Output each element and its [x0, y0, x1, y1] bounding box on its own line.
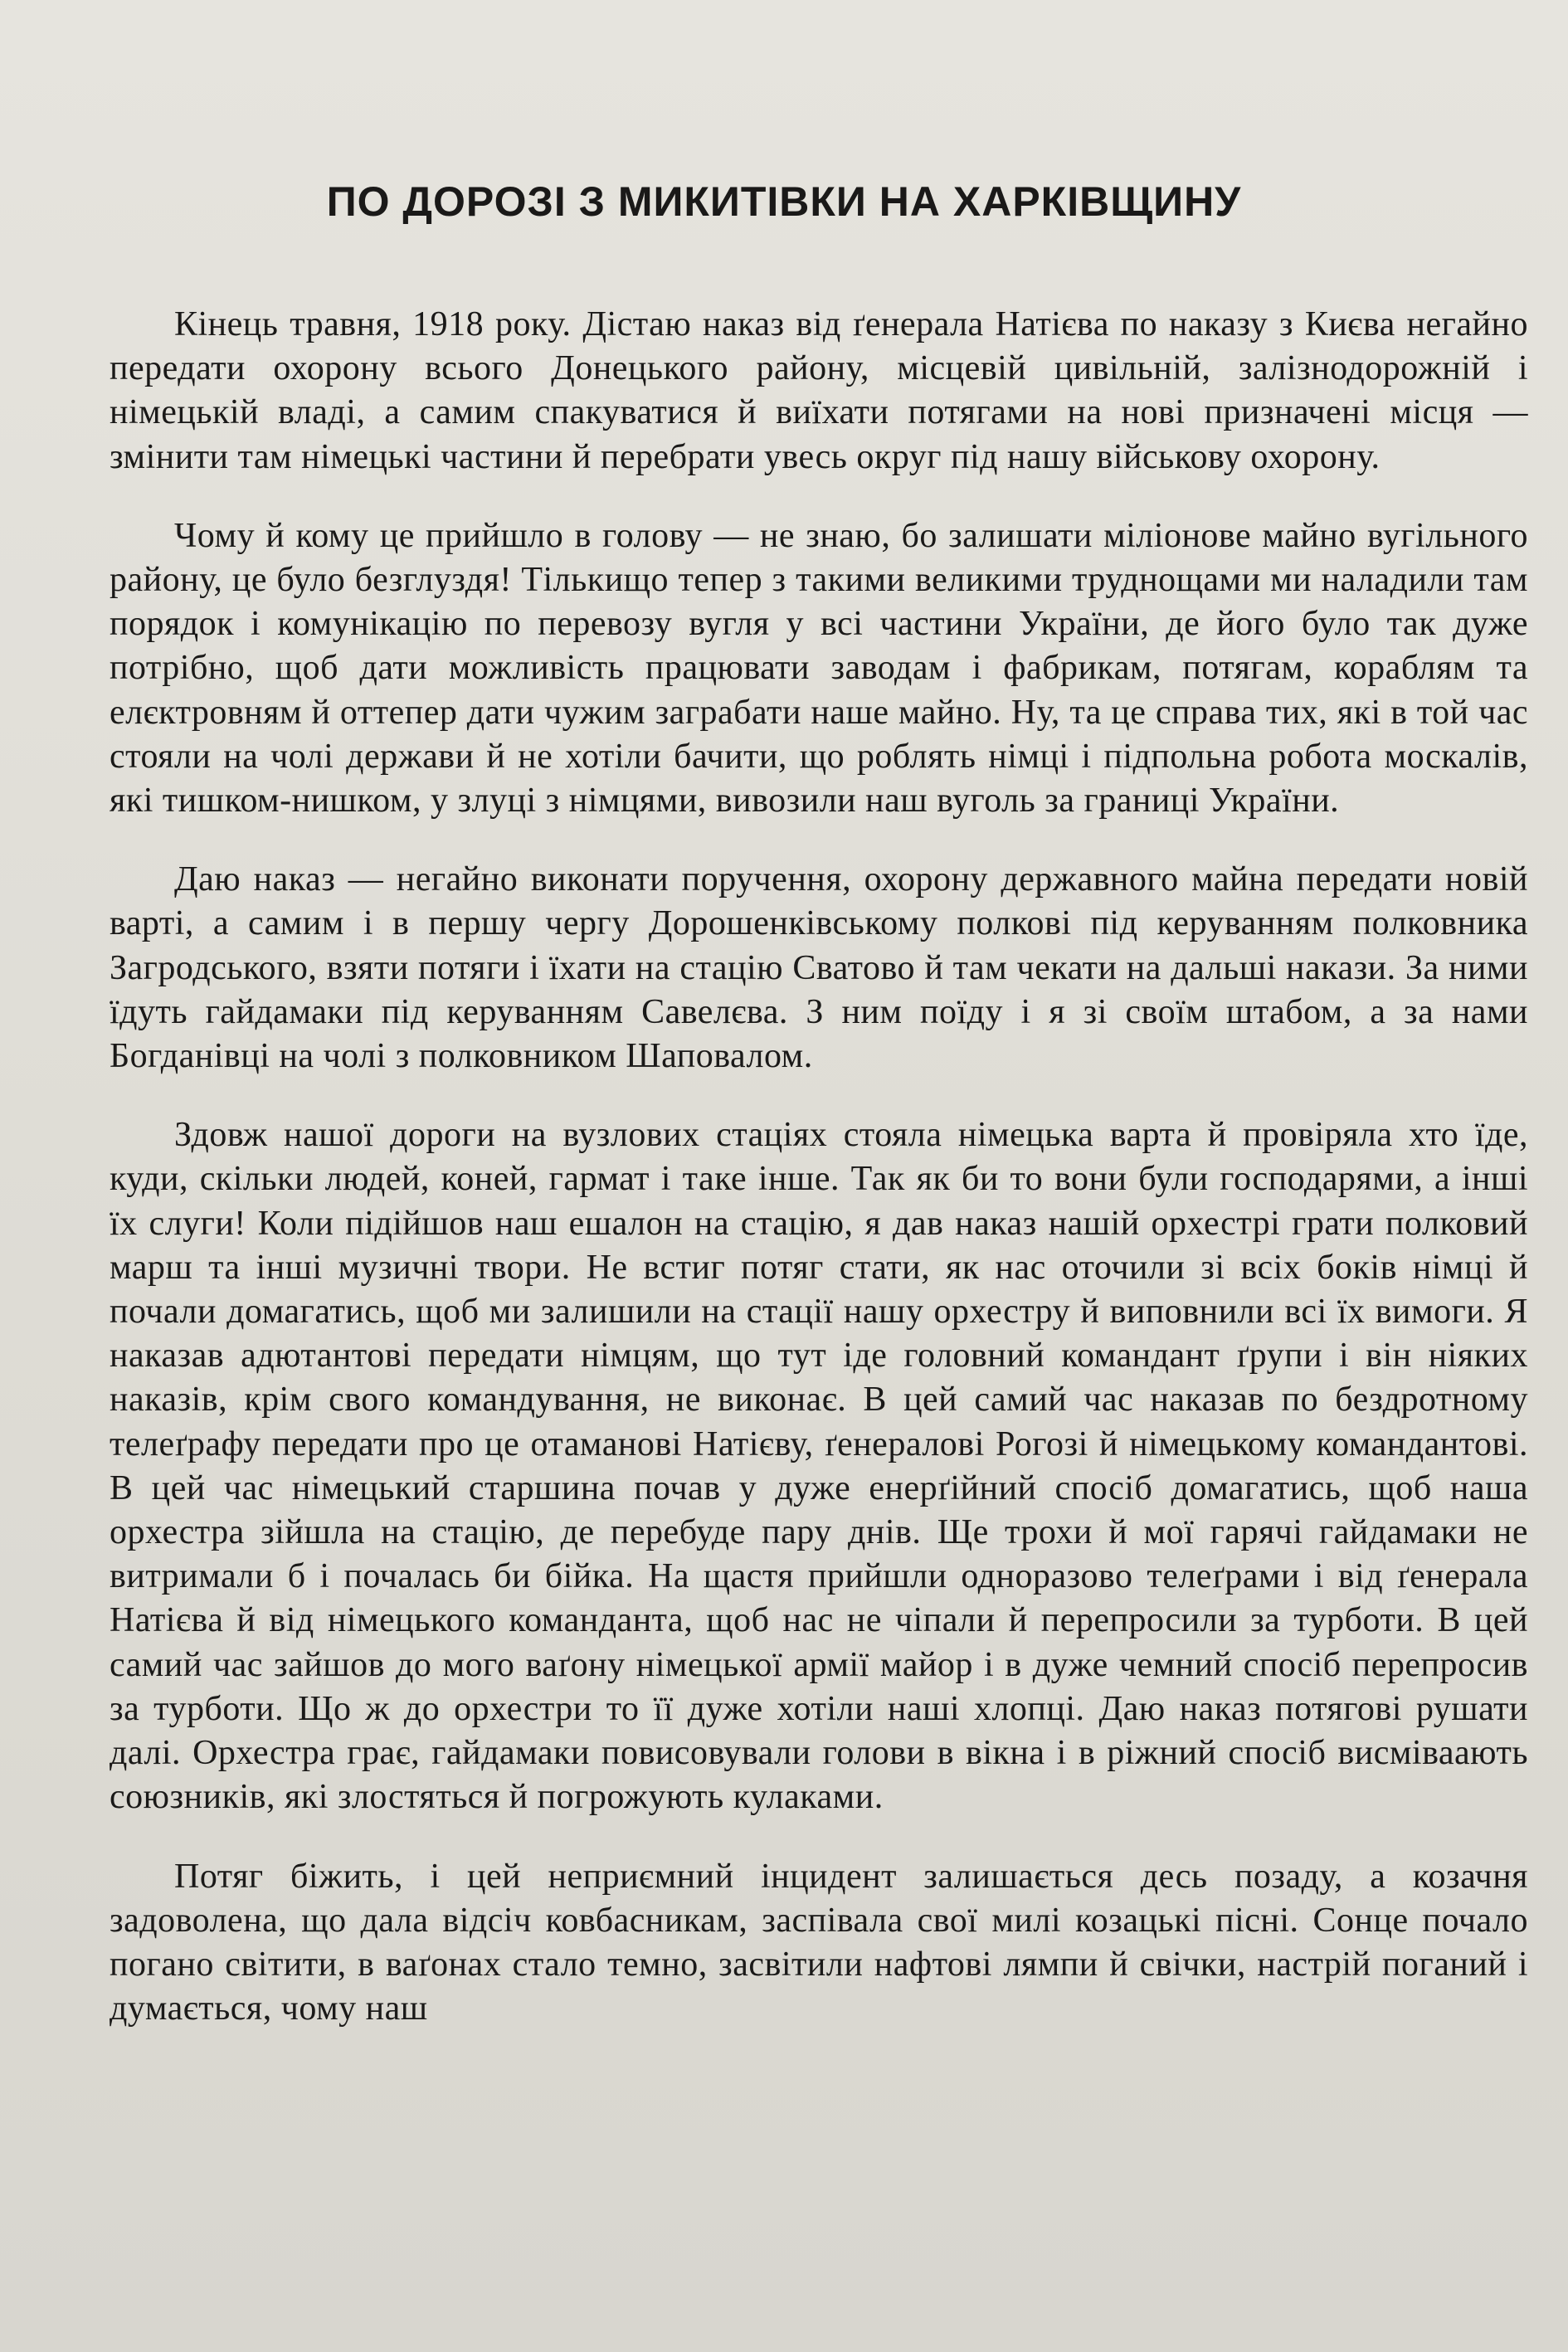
chapter-title: ПО ДОРОЗІ З МИКИТІВКИ НА ХАРКІВЩИНУ [326, 178, 1242, 225]
paragraph-5: Потяг біжить, і цей неприємний інцидент залишається десь позаду, а козачня задоволена, що дала відсіч ковбасникам, заспівала свої милі козацькі пісні. Сонце почало погано світити, в ваґонах стало темно, засвітили нафтові лямпи й свічки, настрій поганий і думається, чому наш [110, 1857, 1528, 2028]
paragraph-1: Кінець травня, 1918 року. Дістаю наказ від ґенерала Натієва по наказу з Києва негайно передати охорону всього Донецького району, місцевій цивільній, залізнодорожній і німецькій владі, а самим спакуватися й виїхати потягами на нові призначені місця — змінити там німецькі частини й перебрати увесь округ під нашу військову охорону. [110, 305, 1528, 476]
paragraph-2: Чому й кому це прийшло в голову — не знаю, бо залишати міліонове майно вугільного району, це було безглуздя! Тількищо тепер з такими великими труднощами ми наладили там порядок і комунікацію по перевозу вугля у всі частини України, де його було так дуже потрібно, щоб дати можливість працювати заводам і фабрикам, потягам, кораблям та елєктровням й оттепер дати чужим заграбати наше майно. Ну, та це справа тих, які в той час стояли на чолі держави й не хотіли бачити, що роблять німці і підпольна робота москалів, які тишком-нишком, у злуці з німцями, вивозили наш вуголь за границі України. [110, 516, 1528, 821]
body-text [110, 303, 1528, 2031]
paragraph-3: Даю наказ — негайно виконати поручення, охорону державного майна передати новій варті, а самим і в першу чергу Дорошенківському полкові під керуванням полковника Загродського, взяти потяги і їхати на стацію Сватово й там чекати на дальші накази. За ними їдуть гайдамаки під керуванням Савелєва. З ним поїду і я зі своїм штабом, а за нами Богданівці на чолі з полковником Шаповалом. [110, 860, 1528, 1076]
paragraph-4: Здовж нашої дороги на вузлових стаціях стояла німецька варта й провіряла хто їде, куди, скільки людей, коней, гармат і таке інше. Так як би то вони були господарями, а інші їх слуги! Коли підійшов наш ешалон на стацію, я дав наказ нашій орхестрі грати полковий марш та інші музичні твори. Не встиг потяг стати, як нас оточили зі всіх боків німці й почали домагатись, щоб ми залишили на стації нашу орхестру й виповнили всі їх вимоги. Я наказав адютантові передати німцям, що тут іде головний командант ґрупи і він ніяких наказів, крім свого командування, не виконає. В цей самий час наказав по бездротному телеґрафу передати про це отаманові Натієву, ґенералові Рогозі й німецькому командантові. В цей час німецький старшина почав у дуже енерґійний спосіб домагатись, щоб наша орхестра зійшла на стацію, де перебуде пару днів. Ще трохи й мої гарячі гайдамаки не витримали б і почалась би бійка. На щастя прийшли одноразово телеґрами і від ґенерала Натієва й від німецького команданта, щоб нас не чіпали й перепросили за турботи. В цей самий час зайшов до мого ваґону німецької армії майор і в дуже чемний спосіб перепросив за турботи. Що ж до орхестри то її дуже хотіли наші хлопці. Даю наказ потягові рушати далі. Орхестра грає, гайдамаки повисовували голови в вікна і в ріжний спосіб висміваають союзників, які злостяться й погрожують кулаками. [110, 1116, 1528, 1817]
